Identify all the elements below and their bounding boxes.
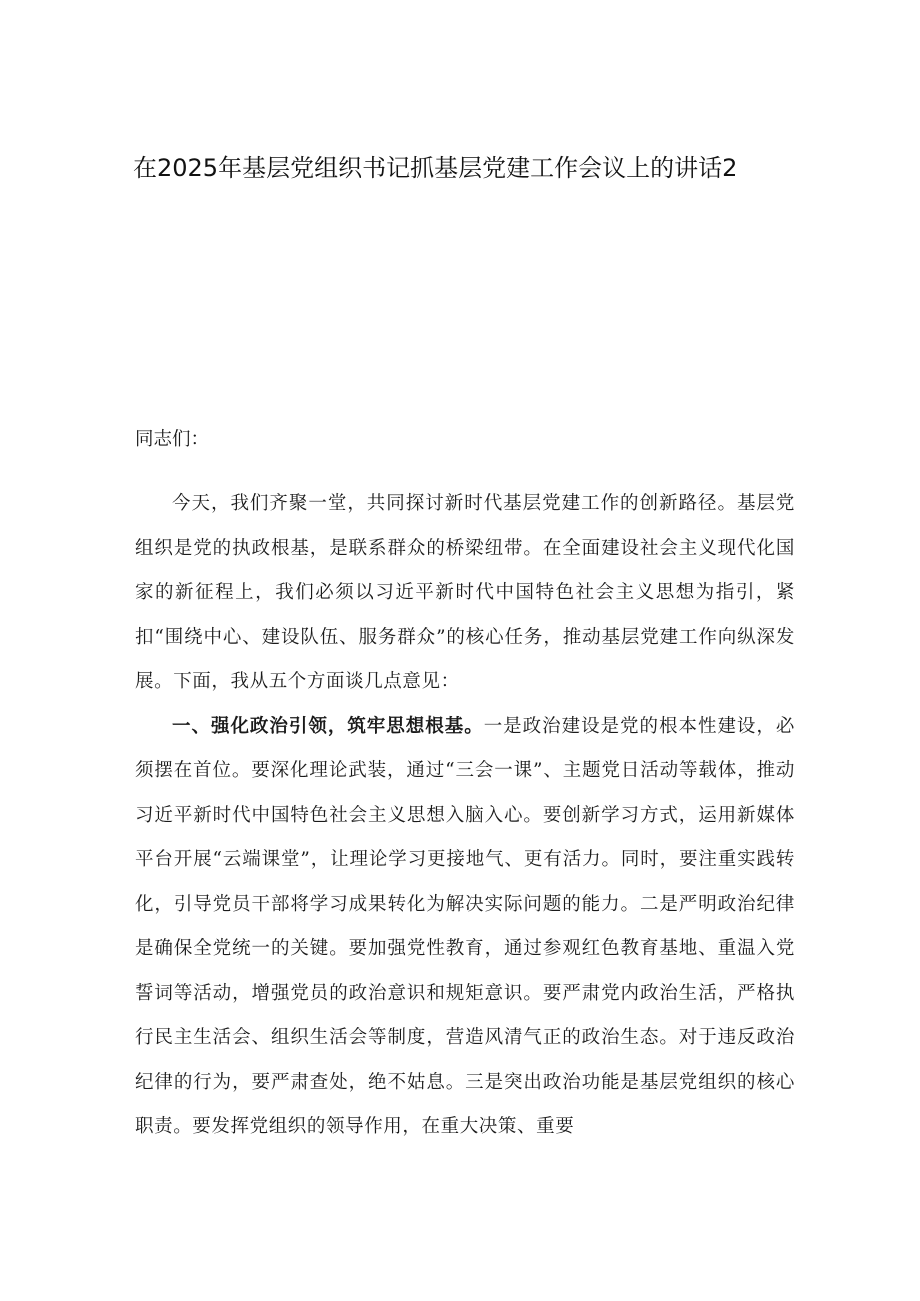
intro-paragraph: 今天，我们齐聚一堂，共同探讨新时代基层党建工作的创新路径。基层党组织是党的执政根基，是联系群众的桥梁纽带。在全面建设社会主义现代化国家的新征程上，我们必须以习近平新时代中国特色社会主义思想为指引，紧扣“围绕中心、建设队伍、服务群众”的核心任务，推动基层党建工作向纵深发展。下面，我从五个方面谈几点意见： <box>135 493 795 692</box>
document-title: 在2025年基层党组织书记抓基层党建工作会议上的讲话2 <box>133 154 738 182</box>
document-body <box>135 418 795 1150</box>
section-one-paragraph <box>135 705 795 1150</box>
section-one-body: 一是政治建设是党的根本性建设，必须摆在首位。要深化理论武装，通过“三会一课”、主题党日活动等载体，推动习近平新时代中国特色社会主义思想入脑入心。要创新学习方式，运用新媒体平台开展“云端课堂”，让理论学习更接地气、更有活力。同时，要注重实践转化，引导党员干部将学习成果转化为解决实际问题的能力。二是严明政治纪律是确保全党统一的关键。要加强党性教育，通过参观红色教育基地、重温入党誓词等活动，增强党员的政治意识和规矩意识。要严肃党内政治生活，严格执行民主生活会、组织生活会等制度，营造风清气正的政治生态。对于违反政治纪律的行为，要严肃查处，绝不姑息。三是突出政治功能是基层党组织的核心职责。要发挥党组织的领导作用，在重大决策、重要 <box>135 715 795 1137</box>
section-one-heading: 一、强化政治引领，筑牢思想根基。 <box>172 715 484 737</box>
salutation: 同志们： <box>135 429 210 450</box>
